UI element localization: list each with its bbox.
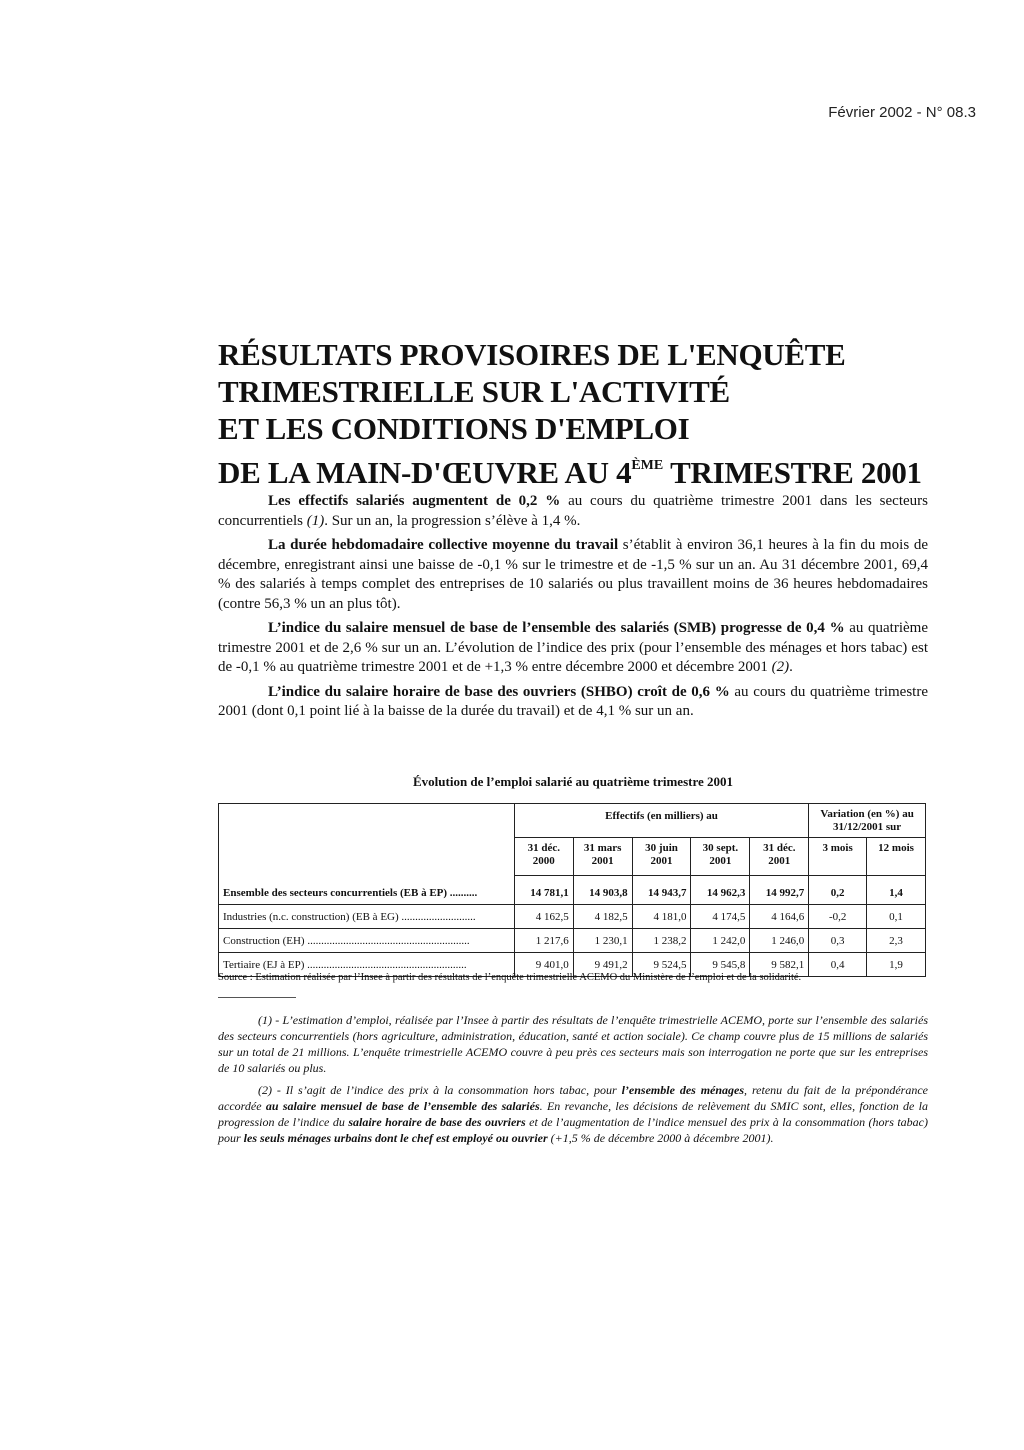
title-line-2: TRIMESTRIELLE SUR L'ACTIVITÉ [218, 374, 730, 409]
col-header: 30 juin 2001 [632, 838, 691, 876]
table-row [219, 876, 926, 905]
table-cell: 0,4 [809, 953, 867, 977]
table-cell: 2,3 [867, 929, 926, 953]
table-cell: 9 401,0 [514, 953, 573, 977]
table-corner-cell [219, 804, 515, 838]
footnote-2-emphasis: au salaire mensuel de base de l’ensemble des salariés [265, 1099, 540, 1113]
summary-body [218, 492, 928, 727]
footnote-2-emphasis: les seuls ménages urbains dont le chef est employé ou ouvrier [243, 1131, 548, 1145]
paragraph-effectifs-lead: Les effectifs salariés augmentent de 0,2 % [268, 493, 561, 509]
table-cell: 1,9 [867, 953, 926, 977]
paragraph-effectifs [218, 492, 928, 531]
paragraph-smb-text-end: . [789, 659, 793, 675]
table-cell: 9 545,8 [691, 953, 750, 977]
title-line-4 [218, 447, 938, 491]
col-header: 31 mars 2001 [573, 838, 632, 876]
table-title: Évolution de l’emploi salarié au quatrième trimestre 2001 [412, 774, 734, 789]
table-cell: 4 174,5 [691, 905, 750, 929]
footnote-2-text: , retenu du fait de la prépondérance accordée [218, 1083, 928, 1113]
row-label: Industries (n.c. construction) (EB à EG) ........................... [219, 905, 515, 929]
footnote-2-text: (+1,5 % de décembre 2000 à décembre 2001). [547, 1131, 774, 1145]
table-corner-cell-2 [219, 838, 515, 876]
title-line-4-text: DE LA MAIN-D'ŒUVRE AU 4 [218, 455, 632, 490]
title-superscript: ÈME [631, 458, 664, 473]
footnotes [218, 1012, 928, 1152]
page-title [218, 336, 938, 491]
col-header: 31 déc. 2000 [514, 838, 573, 876]
table-cell: 0,2 [809, 876, 867, 905]
col-header: 12 mois [867, 838, 926, 876]
table-cell: 9 582,1 [750, 953, 809, 977]
paragraph-duree [218, 536, 928, 614]
table-cell: 14 962,3 [691, 876, 750, 905]
footnote-separator [218, 997, 296, 998]
table-cell: 9 524,5 [632, 953, 691, 977]
footnote-ref-2: (2) [771, 659, 790, 675]
title-line-4-end: TRIMESTRE 2001 [663, 455, 922, 490]
header-variation: Variation (en %) au 31/12/2001 sur [809, 804, 926, 838]
footnote-ref-1: (1) [306, 512, 325, 529]
paragraph-effectifs-text: au cours du quatrième trimestre 2001 dans les secteurs concurrentiels [218, 493, 928, 529]
row-label: Construction (EH) ........................................................... [219, 929, 515, 953]
table-header-row [219, 838, 926, 876]
footnote-2-text: . En revanche, les décisions de relèvement du SMIC sont, elles, fonction de la progression de l’indice du [218, 1099, 929, 1129]
paragraph-duree-text: s’établit à environ 36,1 heures à la fin du mois de décembre, enregistrant ainsi une baisse de -0,1 % sur le trimestre et de -1,5 % sur un an. Au 31 décembre 2001, 69,4 % des salariés à temps complet des entreprises de 10 salariés ou plus travaillent moins de 36 heures hebdomadaires (contre 56,3 % un an plus tôt). [218, 537, 928, 612]
table-cell: 14 781,1 [514, 876, 573, 905]
col-header: 30 sept. 2001 [691, 838, 750, 876]
footnote-2-text: (2) - Il s’agit de l’indice des prix à la consommation hors tabac, pour [258, 1083, 622, 1097]
header-effectifs: Effectifs (en milliers) au [514, 804, 808, 838]
table-cell: 1 242,0 [691, 929, 750, 953]
table-row [219, 929, 926, 953]
table-cell: 1 230,1 [573, 929, 632, 953]
table-row [219, 905, 926, 929]
table-cell: 4 162,5 [514, 905, 573, 929]
paragraph-smb [218, 619, 928, 678]
footnote-1: (1) - L’estimation d’emploi, réalisée par l’Insee à partir des résultats de l’enquête trimestrielle ACEMO, porte sur l’ensemble des salariés des secteurs concurrentiels (hors agriculture, administration, éducation, santé et action sociale). Ce champ couvre plus de 15 millions de salariés sur un total de 21 millions. L’enquête trimestrielle ACEMO couvre à peu près ces secteurs mais son interrogation ne porte que sur les entreprises de 10 salariés ou plus. [218, 1013, 928, 1075]
paragraph-shbo-text: au cours du quatrième trimestre 2001 (dont 0,1 point lié à la baisse de la durée du travail) et de 4,1 % sur un an. [218, 683, 928, 719]
header-reference: Février 2002 - N° 08.3 [828, 104, 976, 121]
employment-table [218, 803, 926, 977]
table-cell: 0,3 [809, 929, 867, 953]
table-source: Source : Estimation réalisée par l’Insee à partir des résultats de l’enquête trimestrielle ACEMO du Ministère de l’emploi et de la solidarité. [218, 972, 802, 983]
col-header: 31 déc. 2001 [750, 838, 809, 876]
table-cell: 1 217,6 [514, 929, 573, 953]
paragraph-effectifs-text-end: . Sur un an, la progression s’élève à 1,4 %. [324, 512, 581, 529]
paragraph-shbo [218, 683, 928, 722]
title-line-3: ET LES CONDITIONS D'EMPLOI [218, 411, 690, 446]
footnote-2-emphasis: salaire horaire de base des ouvriers [348, 1115, 526, 1129]
footnote-2 [218, 1082, 928, 1146]
paragraph-smb-text: au quatrième trimestre 2001 et de 2,6 % sur un an. L’évolution de l’indice des prix (pour l’ensemble des ménages et hors tabac) est de -0,1 % au quatrième trimestre 2001 et de +1,3 % entre décembre 2000 et décembre 2001 [218, 620, 928, 675]
table-cell: 4 182,5 [573, 905, 632, 929]
table-header-group-row [219, 804, 926, 838]
title-line-1: RÉSULTATS PROVISOIRES DE L'ENQUÊTE [218, 337, 846, 372]
table-cell: 14 992,7 [750, 876, 809, 905]
table-cell: 1 238,2 [632, 929, 691, 953]
row-label: Tertiaire (EJ à EP) .......................................................... [219, 953, 515, 977]
table-cell: 0,1 [867, 905, 926, 929]
table-cell: 9 491,2 [573, 953, 632, 977]
paragraph-smb-lead: L’indice du salaire mensuel de base de l’ensemble des salariés (SMB) progresse de 0,4 % [268, 620, 845, 636]
footnote-2-text: et de l’augmentation de l’indice mensuel des prix à la consommation (hors tabac) pour [218, 1115, 928, 1145]
table-cell: 4 181,0 [632, 905, 691, 929]
table-cell: 14 943,7 [632, 876, 691, 905]
table-cell: 14 903,8 [573, 876, 632, 905]
paragraph-duree-lead: La durée hebdomadaire collective moyenne du travail [268, 537, 619, 553]
table-cell: -0,2 [809, 905, 867, 929]
table-cell: 1,4 [867, 876, 926, 905]
paragraph-shbo-lead: L’indice du salaire horaire de base des ouvriers (SHBO) croît de 0,6 % [268, 683, 730, 700]
table-cell: 4 164,6 [750, 905, 809, 929]
row-label: Ensemble des secteurs concurrentiels (EB à EP) .......... [219, 876, 515, 905]
col-header: 3 mois [809, 838, 867, 876]
footnote-2-emphasis: l’ensemble des ménages [621, 1083, 745, 1097]
table-cell: 1 246,0 [750, 929, 809, 953]
